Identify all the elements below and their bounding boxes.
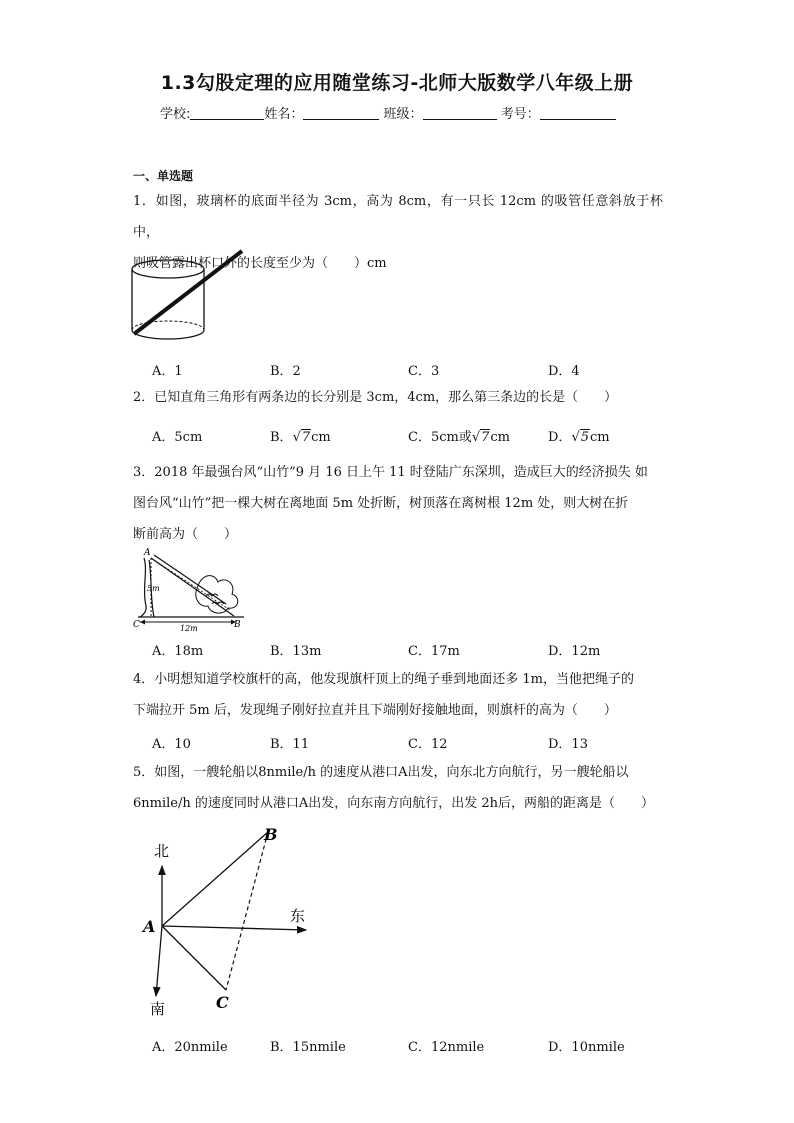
question-5-option-b[interactable]: B．15nmile (270, 1040, 346, 1055)
east-label: 东 (290, 907, 306, 925)
question-1-option-b[interactable]: B．2 (270, 364, 301, 379)
question-1-figure-cup (128, 248, 248, 348)
question-1-line-1: 1．如图，玻璃杯的底面半径为 3cm，高为 8cm，有一只长 12cm 的吸管任意斜放于杯中， (133, 194, 663, 240)
question-2-line-1: 2．已知直角三角形有两条边的长分别是 3cm，4cm，那么第三条边的长是（ ） (133, 390, 618, 405)
label-height: 5m (147, 584, 160, 593)
section-heading: 一、单选题 (133, 169, 194, 183)
question-1-options (152, 360, 672, 380)
question-2-option-c[interactable] (408, 426, 510, 445)
question-5-text (133, 757, 663, 819)
page-title: 1.3勾股定理的应用随堂练习-北师大版数学八年级上册 (160, 72, 634, 94)
question-2-option-a[interactable]: A．5cm (152, 430, 203, 445)
question-5-option-c[interactable]: C．12nmile (408, 1040, 485, 1055)
question-4-option-c[interactable]: C．12 (408, 737, 448, 752)
question-5-option-a[interactable]: A．20nmile (152, 1040, 228, 1055)
id-blank[interactable] (540, 107, 616, 120)
question-1-option-c[interactable]: C．3 (408, 364, 440, 379)
sqrt-symbol: √7 (292, 430, 311, 445)
id-label: 考号： (500, 107, 540, 122)
question-3-options (152, 640, 672, 660)
question-3-line-2: 图台风“山竹”把一棵大树在离地面 5m 处折断，树顶落在离树根 12m 处，则大树在折 (133, 496, 629, 511)
question-3-line-1: 3．2018 年最强台风“山竹”9 月 16 日上午 11 时登陆广东深圳，造成巨大的经济损失 如 (133, 465, 648, 480)
question-4-line-2: 下端拉开 5m 后，发现绳子刚好拉直并且下端刚好接触地面，则旗杆的高为（ ） (133, 703, 617, 718)
question-3-figure-tree (130, 548, 250, 634)
question-4-option-b[interactable]: B．11 (270, 737, 310, 752)
student-info-line (160, 103, 616, 122)
question-1-line-2: 则吸管露出杯口外的长度至少为（ ）cm (133, 256, 387, 271)
question-3-option-b[interactable]: B．13m (270, 644, 322, 659)
question-3-option-c[interactable]: C．17m (408, 644, 460, 659)
point-c-label: C (216, 993, 229, 1012)
question-2-option-d[interactable] (548, 426, 610, 445)
option-b-unit: cm (311, 430, 331, 445)
point-b-label: B (264, 825, 278, 844)
class-label: 班级： (383, 107, 423, 122)
school-blank[interactable] (190, 107, 264, 120)
point-a-label: A (143, 917, 156, 936)
school-label: 学校: (160, 107, 191, 122)
name-label: 姓名： (264, 107, 304, 122)
label-b: B (234, 620, 241, 630)
question-3-option-a[interactable]: A．18m (152, 644, 204, 659)
question-4-options (152, 733, 672, 753)
question-3-option-d[interactable]: D．12m (548, 644, 601, 659)
question-4-text (133, 664, 663, 726)
question-3-line-3: 断前高为（ ） (133, 527, 238, 542)
question-2-option-b[interactable] (270, 426, 331, 445)
question-1-option-a[interactable]: A．1 (152, 364, 183, 379)
option-b-prefix: B． (270, 430, 293, 445)
sqrt-symbol: √7 (471, 430, 490, 445)
option-d-prefix: D． (548, 430, 572, 445)
question-3-text (133, 457, 663, 550)
question-5-line-2: 6nmile/h 的速度同时从港口A出发，向东南方向航行，出发 2h后，两船的距离是（ ） (133, 796, 655, 811)
question-4-line-1: 4．小明想知道学校旗杆的高，他发现旗杆顶上的绳子垂到地面还多 1m，当他把绳子的 (133, 672, 635, 687)
question-2-text (133, 382, 663, 413)
question-5-option-d[interactable]: D．10nmile (548, 1040, 625, 1055)
question-2-options (152, 426, 672, 446)
question-5-options (152, 1036, 672, 1056)
question-4-option-a[interactable]: A．10 (152, 737, 191, 752)
question-1-option-d[interactable]: D．4 (548, 364, 580, 379)
sqrt-symbol: √5 (571, 430, 590, 445)
name-blank[interactable] (303, 107, 379, 120)
north-label: 北 (154, 842, 170, 860)
label-a: A (144, 548, 151, 558)
question-4-option-d[interactable]: D．13 (548, 737, 588, 752)
south-label: 南 (150, 1000, 166, 1018)
label-c: C (133, 620, 140, 630)
class-blank[interactable] (423, 107, 497, 120)
question-5-figure-ships (140, 824, 320, 1024)
label-base: 12m (180, 624, 198, 633)
option-c-prefix: C．5cm或 (408, 430, 472, 445)
option-d-unit: cm (590, 430, 610, 445)
option-c-unit: cm (490, 430, 511, 445)
question-5-line-1: 5．如图，一艘轮船以8nmile/h 的速度从港口A出发，向东北方向航行，另一艘轮船以 (133, 765, 629, 780)
